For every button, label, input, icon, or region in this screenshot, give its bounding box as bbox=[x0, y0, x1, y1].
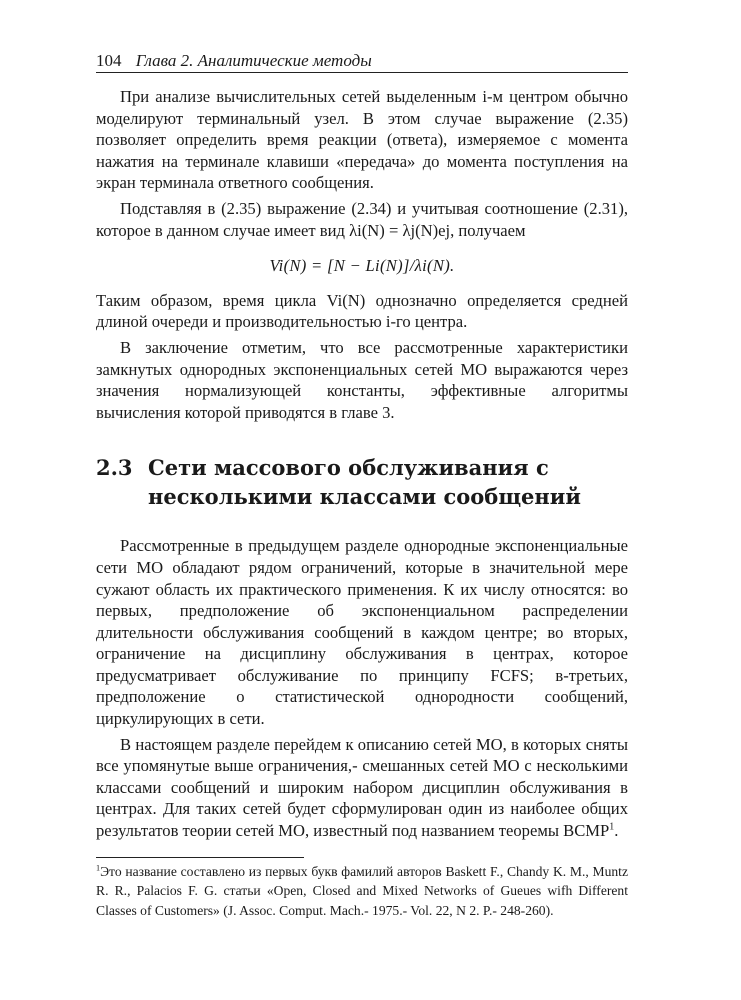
section-heading bbox=[96, 453, 628, 511]
paragraph-5: Рассмотренные в предыдущем разделе однородные экспоненциальные сети МО обладают рядом ограничений, которые в значительной мере сужают область их практического применения. К их числу относятся: во первых, предположение об экспоненциальном распределении длительности обслуживания сообщений в каждом центре; во вторых, ограничение на дисциплину обслуживания в центрах, которое предусматривает обслуживание по принципу FCFS; в-третьих, предположение о статистической однородности сообщений, циркулирующих в сети. bbox=[96, 536, 628, 729]
display-formula: Vi(N) = [N − Li(N)]/λi(N). bbox=[269, 256, 455, 276]
running-title: Глава 2. Аналитические методы bbox=[135, 51, 372, 70]
footnote-reference[interactable]: 1 bbox=[609, 821, 615, 833]
paragraph-6 bbox=[96, 734, 628, 842]
paragraph-6-text: В настоящем разделе перейдем к описанию сетей МО, в которых сняты все упомянутые выше ограничения,- смешанных сетей МО с несколькими классами сообщений и широким набором дисциплин обслуживания в центрах. Для таких сетей будет сформулирован один из наиболее общих результатов теории сетей МО, известный под названием теоремы BCMP bbox=[96, 734, 628, 841]
paragraph-6-end: . bbox=[614, 821, 619, 841]
footnote-rule bbox=[96, 857, 304, 858]
section-title: Сети массового обслуживания с несколькими классами сообщений bbox=[148, 455, 581, 510]
section-number: 2.3 bbox=[96, 455, 133, 481]
header-rule bbox=[96, 72, 628, 73]
paragraph-1: При анализе вычислительных сетей выделенным i-м центром обычно моделируют терминальный узел. В этом случае выражение (2.35) позволяет определить время реакции (ответа), измеряемое с момента нажатия на терминале клавиши «передача» до момента поступления на экран терминала ответного сообщения. bbox=[96, 87, 628, 193]
paragraph-4: В заключение отметим, что все рассмотренные характеристики замкнутых однородных экспоненциальных сетей МО выражаются через значения нормализующей константы, эффективные алгоритмы вычисления которой приводятся в главе 3. bbox=[96, 337, 628, 422]
footnote-text: Это название составлено из первых букв фамилий авторов Baskett F., Chandy K. M., Muntz R. R., Palacios F. G. статьи «Open, Closed and Mixed Networks of Gueues wifh Different Classes of Customers» (J. Assoc. Comput. Mach.- 1975.- Vol. 22, N 2. P.- 248-260). bbox=[96, 864, 628, 918]
page-number: 104 bbox=[96, 51, 122, 70]
footnote-mark: 1 bbox=[96, 863, 101, 873]
paragraph-2: Подставляя в (2.35) выражение (2.34) и учитывая соотношение (2.31), которое в данном случае имеет вид λi(N) = λj(N)ej, получаем bbox=[96, 198, 628, 240]
paragraph-3: Таким образом, время цикла Vi(N) однозначно определяется средней длиной очереди и производительностью i-го центра. bbox=[96, 290, 628, 332]
body-text bbox=[96, 86, 628, 842]
footnote bbox=[96, 862, 628, 920]
running-header bbox=[96, 51, 626, 71]
